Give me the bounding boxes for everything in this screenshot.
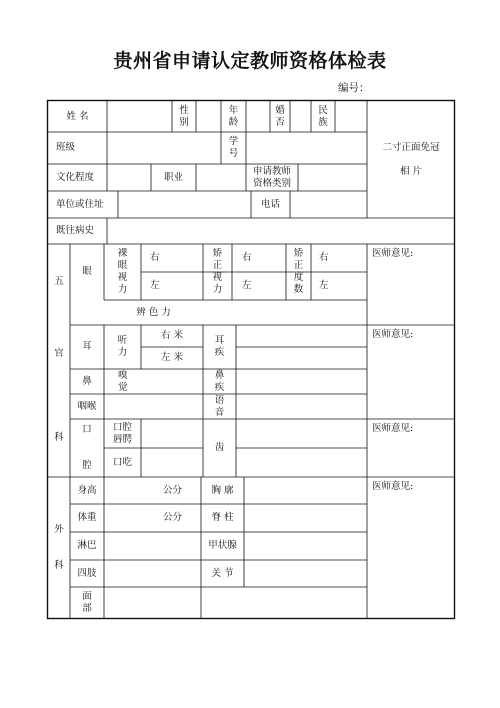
height-label: 身高 — [77, 484, 97, 496]
face-label: 面 部 — [82, 590, 92, 614]
nose-disease-label: 鼻 疾 — [214, 369, 225, 393]
thyroid-label: 甲状腺 — [208, 540, 237, 551]
form-title: 贵州省申请认定教师资格体检表 — [113, 50, 387, 72]
five-organs-section-label: 五 官 科 — [54, 276, 64, 443]
lymph-label: 淋巴 — [77, 540, 97, 551]
history-label: 既往病史 — [56, 225, 95, 236]
stutter-label: 口吃 — [112, 456, 132, 468]
corrected-vision-left-label[interactable]: 左 — [242, 280, 252, 291]
address-field[interactable] — [118, 191, 251, 218]
nose-label: 鼻 — [82, 375, 92, 387]
name-field[interactable] — [107, 101, 172, 132]
cert-type-field[interactable] — [298, 164, 367, 191]
ethnicity-field[interactable] — [335, 101, 367, 132]
class-field[interactable] — [107, 132, 221, 164]
occupation-label: 职业 — [163, 171, 183, 183]
surgery-doctor-opinion[interactable]: 医师意见: — [372, 481, 414, 492]
phone-field[interactable] — [290, 191, 367, 218]
student-id-label: 学 号 — [228, 136, 239, 159]
photo-placeholder: 二寸正面免冠 相 片 — [382, 141, 440, 177]
lip-palate-label: 口腔 唇腭 — [112, 421, 132, 445]
speech-label: 语 音 — [214, 394, 225, 418]
weight-label: 体重 — [77, 512, 97, 523]
weight-unit: 公分 — [162, 512, 182, 523]
serial-number-label: 编号： — [338, 82, 370, 94]
naked-vision-label: 裸 眼 视 力 — [117, 248, 128, 295]
ethnicity-label: 民 族 — [318, 104, 328, 128]
education-field[interactable] — [107, 164, 151, 191]
teeth-label: 齿 — [214, 442, 225, 453]
age-field[interactable] — [246, 101, 270, 132]
color-vision-label: 辨 色 力 — [136, 306, 171, 318]
marital-field[interactable] — [290, 101, 311, 132]
throat-label: 咽喉 — [77, 400, 97, 412]
naked-vision-left-label[interactable]: 左 — [150, 280, 160, 291]
joints-label: 关 节 — [211, 567, 234, 579]
hearing-label: 听 力 — [117, 335, 128, 358]
address-label: 单位或住址 — [56, 198, 104, 210]
chest-label: 胸 廓 — [211, 484, 234, 496]
eye-doctor-opinion[interactable]: 医师意见: — [372, 248, 414, 259]
mouth-label: 口 腔 — [82, 424, 92, 471]
mouth-doctor-opinion[interactable]: 医师意见: — [372, 423, 414, 434]
age-label: 年 龄 — [228, 104, 239, 128]
phone-label: 电话 — [260, 198, 280, 210]
education-label: 文化程度 — [56, 171, 95, 183]
smell-label: 嗅 觉 — [118, 369, 128, 393]
class-label: 班级 — [56, 142, 76, 153]
limbs-label: 四肢 — [77, 567, 97, 579]
surgery-section-label: 外 科 — [54, 523, 64, 571]
correction-degree-left-label[interactable]: 左 — [319, 280, 329, 291]
occupation-field[interactable] — [196, 164, 246, 191]
name-label: 姓 名 — [66, 110, 89, 122]
gender-field[interactable] — [196, 101, 221, 132]
correction-degree-label: 矫 正 度 数 — [293, 248, 304, 295]
hearing-left-meters[interactable]: 左 米 — [160, 352, 184, 363]
ear-disease-label: 耳 疾 — [214, 335, 225, 358]
gender-label: 性 别 — [179, 104, 189, 128]
ear-label: 耳 — [82, 341, 92, 352]
history-field[interactable] — [107, 218, 455, 244]
hearing-right-meters[interactable]: 右 米 — [160, 330, 184, 341]
color-vision-field[interactable] — [203, 300, 367, 325]
spine-label: 脊 柱 — [211, 512, 234, 523]
ent-doctor-opinion[interactable]: 医师意见: — [372, 329, 414, 340]
cert-type-label: 申请教师 资格类别 — [252, 165, 291, 189]
eye-label: 眼 — [82, 266, 92, 277]
corrected-vision-label: 矫 正 视 力 — [212, 248, 223, 295]
marital-label: 婚 否 — [275, 104, 285, 128]
height-unit: 公分 — [162, 484, 182, 496]
student-id-field[interactable] — [246, 132, 367, 164]
naked-vision-right-label[interactable]: 右 — [150, 252, 160, 263]
corrected-vision-right-label[interactable]: 右 — [242, 252, 252, 263]
correction-degree-right-label[interactable]: 右 — [319, 252, 329, 263]
